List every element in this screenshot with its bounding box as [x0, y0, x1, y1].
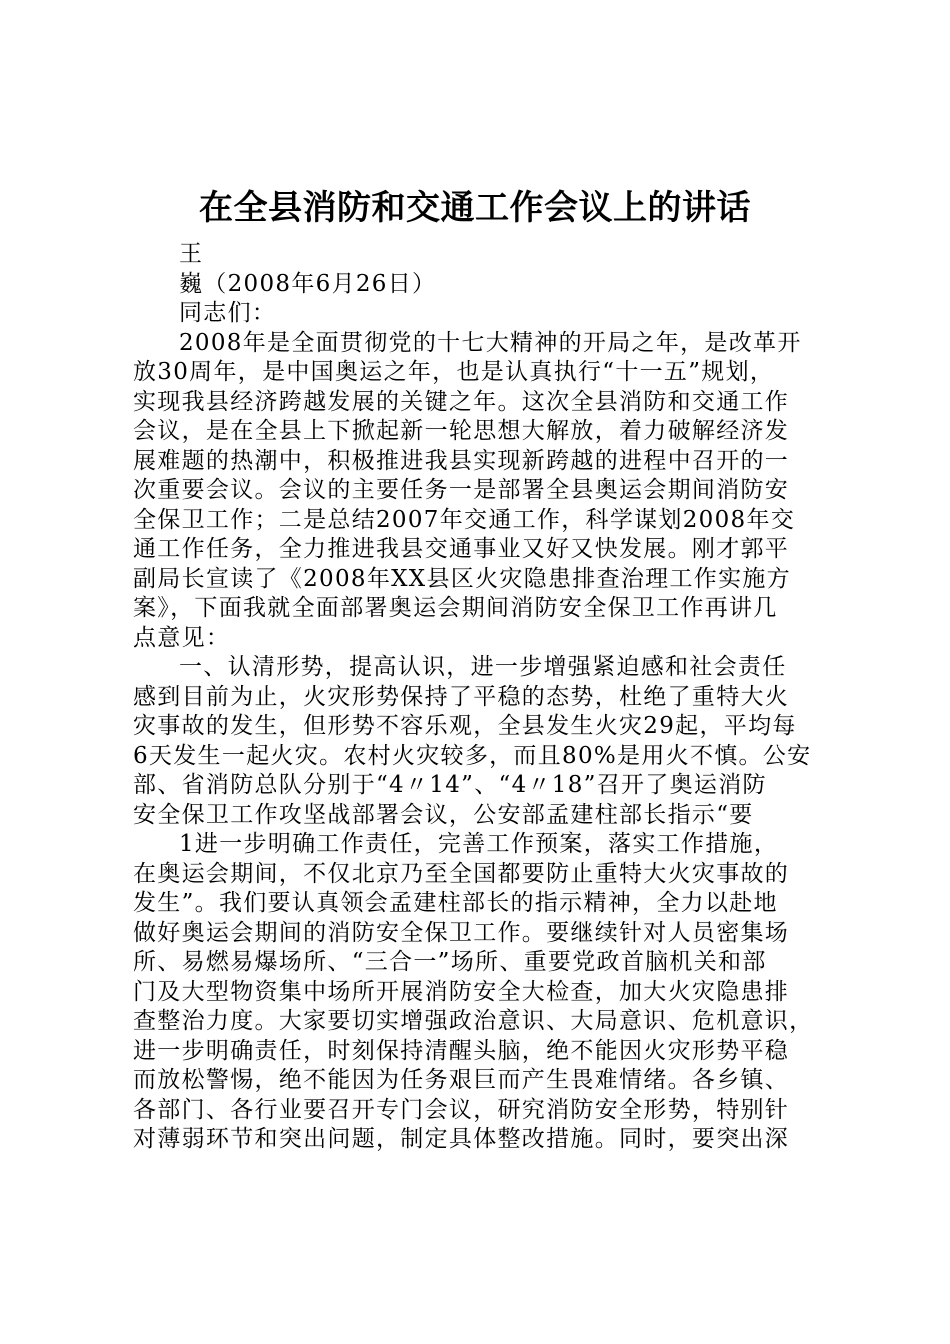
paragraph-line: 部、省消防总队分别于“4〃14”、“4〃18”召开了奥运消防	[133, 772, 767, 798]
document-body	[133, 240, 833, 1155]
paragraph-line: 案》，下面我就全面部署奥运会期间消防安全保卫工作再讲几	[133, 595, 778, 621]
paragraph-line: 各部门、各行业要召开专门会议，研究消防安全形势，特别针	[133, 1096, 790, 1123]
paragraph-line: 而放松警惕，绝不能因为任务艰巨而产生畏难情绪。各乡镇、	[133, 1067, 790, 1093]
paragraph-line: 会议，是在全县上下掀起新一轮思想大解放，着力破解经济发	[133, 418, 790, 444]
paragraph-line: 展难题的热潮中，积极推进我县实现新跨越的进程中召开的一	[133, 447, 790, 474]
paragraph-line: 实现我县经济跨越发展的关键之年。这次全县消防和交通工作	[133, 388, 790, 415]
paragraph-line: 在奥运会期间，不仅北京乃至全国都要防止重特大火灾事故的	[133, 860, 790, 887]
paragraph-line: 对薄弱环节和突出问题，制定具体整改措施。同时，要突出深	[133, 1126, 790, 1152]
paragraph-line: 副局长宣读了《2008年XX县区火灾隐患排查治理工作实施方	[133, 565, 791, 592]
paragraph-line: 查整治力度。大家要切实增强政治意识、大局意识、危机意识，	[133, 1008, 814, 1034]
paragraph-line: 通工作任务，全力推进我县交通事业又好又快发展。刚才郭平	[133, 536, 790, 562]
paragraph-line: 1进一步明确工作责任，完善工作预案，落实工作措施，	[179, 831, 779, 857]
paragraph-line: 门及大型物资集中场所开展消防安全大检查，加大火灾隐患排	[133, 978, 790, 1005]
document-title: 在全县消防和交通工作会议上的讲话	[199, 188, 751, 228]
section-heading-line: 一、认清形势，提高认识，进一步增强紧迫感和社会责任	[179, 654, 787, 680]
salutation: 同志们：	[179, 300, 277, 326]
author-line: 王	[179, 241, 204, 267]
paragraph-line: 进一步明确责任，时刻保持清醒头脑，绝不能因火灾形势平稳	[133, 1037, 790, 1064]
paragraph-line: 灾事故的发生，但形势不容乐观，全县发生火灾29起，平均每	[133, 713, 797, 739]
paragraph-line: 全保卫工作；二是总结2007年交通工作，科学谋划2008年交	[133, 506, 796, 533]
paragraph-line: 点意见：	[133, 624, 231, 651]
author-date-line: 巍（2008年6月26日）	[179, 270, 437, 297]
paragraph-line: 发生”。我们要认真领会孟建柱部长的指示精神，全力以赴地	[133, 890, 778, 916]
paragraph-line: 2008年是全面贯彻党的十七大精神的开局之年，是改革开	[179, 329, 802, 356]
paragraph-line: 放30周年，是中国奥运之年，也是认真执行“十一五”规划，	[133, 359, 775, 385]
paragraph-line: 感到目前为止，火灾形势保持了平稳的态势，杜绝了重特大火	[133, 683, 790, 710]
paragraph-line: 所、易燃易爆场所、“三合一”场所、重要党政首脑机关和部	[133, 949, 767, 975]
paragraph-line: 做好奥运会期间的消防安全保卫工作。要继续针对人员密集场	[133, 919, 790, 946]
paragraph-line: 6天发生一起火灾。农村火灾较多，而且80%是用火不慎。公安	[133, 742, 812, 769]
paragraph-line: 安全保卫工作攻坚战部署会议，公安部孟建柱部长指示“要	[133, 801, 754, 828]
paragraph-line: 次重要会议。会议的主要任务一是部署全县奥运会期间消防安	[133, 477, 790, 503]
